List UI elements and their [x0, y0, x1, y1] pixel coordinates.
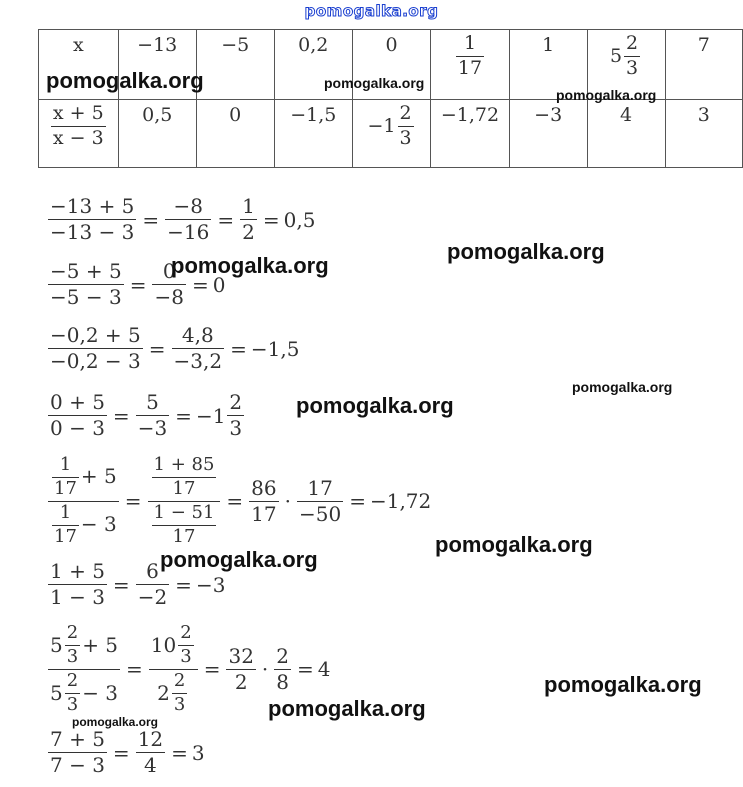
numerator: −8 [173, 194, 204, 218]
numerator: 12 [137, 727, 164, 751]
equation-5 [46, 456, 431, 547]
fraction [297, 475, 343, 526]
watermark: pomogalka.org [324, 75, 425, 91]
numerator: 1 [242, 194, 255, 218]
numerator [148, 456, 221, 499]
watermark: pomogalka.org [268, 696, 426, 721]
cell-value: 4 [620, 104, 633, 126]
denominator: 3 [66, 693, 79, 715]
denominator: 7 − 3 [50, 753, 105, 777]
equals-sign: = [230, 336, 247, 361]
denominator: 17 [54, 477, 77, 499]
table-cell [665, 30, 742, 100]
equals-sign: = [112, 740, 130, 765]
table-cell [196, 100, 274, 168]
table-cell [431, 100, 510, 168]
watermark: pomogalka.org [160, 547, 318, 572]
watermark: pomogalka.org [72, 715, 159, 729]
denominator [148, 501, 221, 547]
equals-sign: = [142, 207, 160, 232]
denominator [155, 669, 191, 715]
denominator: 17 [457, 56, 483, 79]
fraction [172, 669, 187, 715]
watermark: pomogalka.org [46, 68, 204, 93]
whole-part: 5 [609, 45, 623, 68]
fraction [398, 104, 414, 149]
fraction [136, 729, 165, 776]
denominator: 8 [276, 669, 290, 694]
denominator: 2 [242, 220, 255, 244]
plus-term: + 5 [80, 463, 117, 488]
equals-sign: = [175, 572, 192, 597]
denominator: 3 [399, 126, 412, 149]
fraction [178, 624, 193, 667]
denominator: 17 [251, 501, 277, 526]
denominator: 0 − 3 [50, 416, 105, 440]
fraction [227, 392, 244, 439]
equals-sign: = [349, 489, 366, 514]
watermark: pomogalka.org [556, 87, 657, 103]
numerator: 32 [228, 643, 254, 668]
numerator: 7 + 5 [50, 727, 105, 751]
equals-sign: = [262, 207, 280, 232]
whole-part: −1 [195, 403, 226, 428]
minus-term: − 3 [80, 511, 117, 536]
denominator: −3,2 [173, 349, 223, 373]
numerator: 1 + 85 [153, 454, 215, 475]
numerator: 2 [399, 102, 412, 124]
equals-sign: = [226, 489, 244, 514]
whole-part: 10 [150, 632, 177, 657]
result: 3 [191, 740, 205, 765]
whole-part: 5 [50, 680, 63, 705]
watermark: pomogalka.org [435, 532, 593, 557]
equals-sign: = [112, 572, 130, 597]
denominator: −3 [137, 416, 168, 440]
result: −1,72 [369, 489, 432, 514]
result: −1,5 [250, 336, 300, 361]
denominator: −5 − 3 [50, 285, 122, 309]
mixed-number [367, 104, 415, 149]
complex-fraction [148, 456, 221, 547]
denominator: 17 [172, 477, 196, 499]
result: −3 [195, 572, 226, 597]
equation-4 [46, 392, 246, 439]
numerator: 2 [276, 643, 290, 668]
equals-sign: = [203, 657, 221, 682]
cell-value: −1,72 [440, 104, 500, 126]
numerator: x + 5 [52, 102, 104, 124]
numerator: 86 [251, 475, 277, 500]
numerator: 2 [66, 669, 79, 691]
numerator: 2 [626, 32, 639, 54]
fraction [136, 392, 169, 439]
table-cell [665, 100, 742, 168]
fraction [226, 643, 255, 694]
equals-sign: = [148, 336, 166, 361]
equals-sign: = [112, 403, 130, 428]
equals-sign: = [191, 272, 209, 297]
mixed-number [151, 624, 196, 667]
numerator: 0 + 5 [50, 390, 105, 414]
numerator: 6 [146, 559, 159, 583]
cell-value: 3 [697, 104, 710, 126]
numerator: 1 [59, 501, 72, 523]
table-cell [509, 100, 587, 168]
header-watermark[interactable]: pomogalka.org [304, 2, 439, 20]
numerator: 5 [146, 390, 159, 414]
numerator: −0,2 + 5 [50, 323, 141, 347]
mixed-number [50, 624, 82, 667]
numerator: 2 [173, 669, 186, 691]
table-cell [274, 100, 352, 168]
mixed-number [157, 669, 189, 715]
denominator: −0,2 − 3 [50, 349, 141, 373]
multiply-dot: · [284, 489, 291, 514]
expression-fraction [51, 104, 106, 149]
fraction [274, 643, 291, 694]
equation-8 [46, 729, 205, 776]
numerator: 0 [162, 259, 176, 283]
fraction [48, 729, 107, 776]
fraction [48, 261, 124, 308]
x-label: x [72, 34, 84, 56]
whole-part: 5 [50, 632, 63, 657]
fraction [240, 196, 257, 243]
denominator: 17 [172, 525, 196, 547]
complex-fraction [48, 456, 119, 547]
cell-value: −13 [137, 34, 178, 56]
denominator: 2 [234, 669, 248, 694]
numerator [149, 624, 198, 667]
result: 0 [212, 272, 226, 297]
equals-sign: = [124, 489, 142, 514]
denominator: −50 [298, 501, 342, 526]
expression-label-cell [39, 100, 119, 168]
denominator: −2 [137, 585, 168, 609]
cell-value: 0,2 [298, 34, 329, 56]
fraction [165, 196, 211, 243]
table-cell [118, 100, 196, 168]
denominator: 4 [144, 753, 157, 777]
result: 4 [317, 657, 331, 682]
denominator: −8 [154, 285, 184, 309]
watermark: pomogalka.org [447, 239, 605, 264]
denominator [48, 501, 119, 547]
complex-fraction [48, 624, 120, 715]
equals-sign: = [175, 403, 192, 428]
mixed-number [610, 34, 642, 79]
fraction [65, 669, 80, 715]
whole-part: 2 [157, 680, 170, 705]
numerator: 2 [180, 622, 192, 643]
table-cell [352, 100, 430, 168]
cell-value: −3 [534, 104, 563, 126]
denominator: 3 [229, 416, 243, 440]
numerator: 2 [229, 390, 243, 414]
equation-1 [46, 196, 315, 243]
table-cell [587, 100, 665, 168]
numerator: 17 [307, 475, 333, 500]
numerator: 2 [66, 622, 79, 643]
fraction [52, 501, 79, 547]
fraction [152, 501, 217, 547]
cell-value: 0 [385, 34, 398, 56]
fraction [456, 34, 484, 79]
fraction [249, 475, 278, 526]
cell-value: 1 [542, 34, 555, 56]
equals-sign: = [297, 657, 314, 682]
whole-part: −1 [367, 115, 396, 138]
cell-value: −1,5 [290, 104, 337, 126]
equals-sign: = [171, 740, 188, 765]
numerator: 1 − 51 [153, 501, 215, 523]
denominator: 3 [66, 645, 79, 667]
numerator [48, 624, 120, 667]
equals-sign: = [129, 272, 147, 297]
fraction [48, 392, 107, 439]
minus-term: − 3 [82, 680, 119, 705]
watermark: pomogalka.org [296, 393, 454, 418]
denominator: x − 3 [52, 126, 104, 149]
fraction [65, 624, 80, 667]
fraction [624, 34, 640, 79]
equals-sign: = [126, 657, 143, 682]
cell-value: 0 [229, 104, 242, 126]
fraction [48, 325, 143, 372]
numerator: −13 + 5 [50, 194, 135, 218]
denominator: 3 [180, 645, 192, 667]
cell-value: 7 [697, 34, 710, 56]
cell-value: 0,5 [142, 104, 173, 126]
fraction [152, 456, 217, 499]
watermark: pomogalka.org [572, 379, 673, 395]
mixed-number [196, 392, 246, 439]
equation-3 [46, 325, 299, 372]
mixed-number [50, 669, 82, 715]
plus-term: + 5 [82, 632, 119, 657]
denominator: −13 − 3 [50, 220, 135, 244]
fraction [172, 325, 225, 372]
numerator [48, 456, 119, 499]
result: 0,5 [283, 207, 316, 232]
complex-fraction [149, 624, 198, 715]
table-row-expression [39, 100, 743, 168]
numerator: 1 + 5 [50, 559, 105, 583]
fraction [52, 456, 79, 499]
denominator: 3 [626, 56, 639, 79]
numerator: −5 + 5 [50, 259, 122, 283]
multiply-dot: · [261, 657, 269, 682]
table-cell [431, 30, 510, 100]
denominator: −16 [167, 220, 210, 244]
denominator: 17 [54, 525, 77, 547]
table-cell [196, 30, 274, 100]
equals-sign: = [217, 207, 235, 232]
watermark: pomogalka.org [171, 253, 329, 278]
numerator: 1 [463, 32, 477, 54]
numerator: 1 [59, 454, 72, 475]
fraction [48, 561, 107, 608]
cell-value: −5 [221, 34, 250, 56]
watermark: pomogalka.org [544, 672, 702, 697]
denominator: 1 − 3 [50, 585, 105, 609]
fraction [48, 196, 136, 243]
numerator: 4,8 [181, 323, 214, 347]
denominator [48, 669, 120, 715]
denominator: 3 [173, 693, 186, 715]
